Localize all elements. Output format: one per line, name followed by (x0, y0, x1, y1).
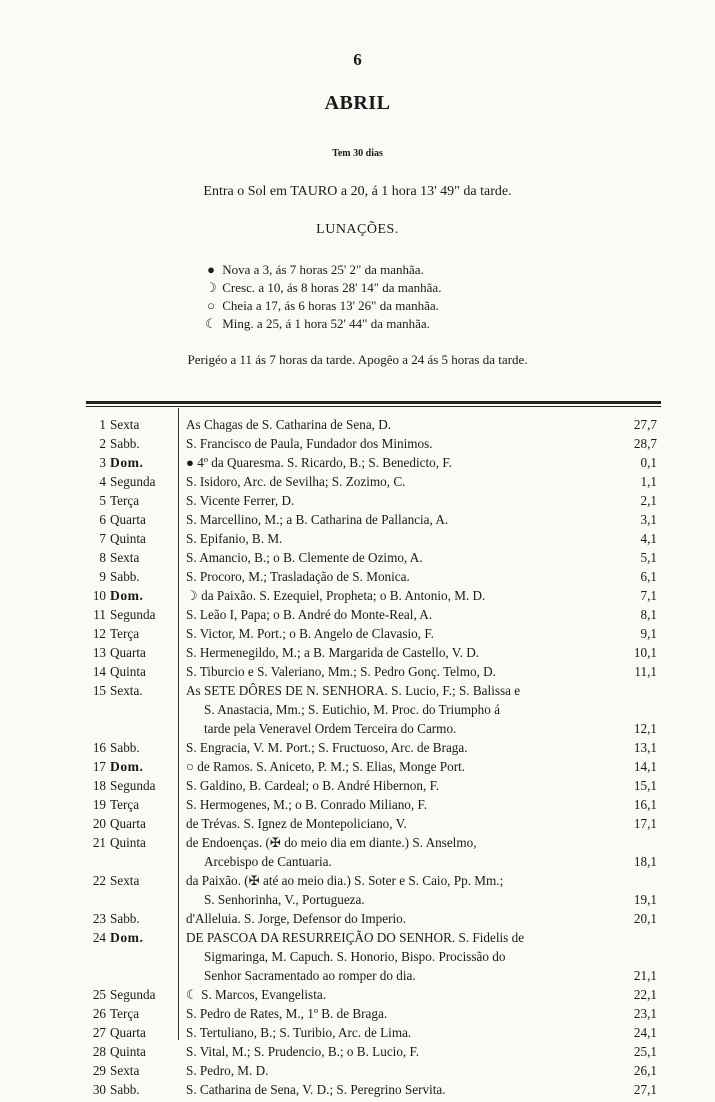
days-count: Tem 30 dias (332, 148, 383, 159)
calendar-row (0, 928, 715, 985)
day-number: 17 (92, 759, 106, 774)
phase-text: Nova a 3, ás 7 horas 25' 2" da manhãa. (222, 262, 424, 277)
saints-line: Senhor Sacramentado ao romper do dia. (204, 968, 416, 983)
phase-new-moon (203, 261, 441, 279)
calendar-row (0, 833, 715, 871)
calendar-row (0, 643, 715, 662)
calendar-table (0, 415, 715, 1099)
phase-last-quarter (203, 315, 441, 333)
moon-age: 13,1 (633, 740, 657, 755)
saints-line: de Trévas. S. Ignez de Montepoliciano, V. (186, 816, 407, 831)
saints-line: ☾ S. Marcos, Evangelista. (186, 987, 327, 1002)
phase-text: Cheia a 17, ás 6 horas 13' 26" da manhãa. (222, 298, 439, 313)
saints-text (186, 795, 608, 814)
saints-line: tarde pela Veneravel Ordem Terceira do Carmo. (204, 721, 457, 736)
sun-entry-line: Entra o Sol em TAURO a 20, á 1 hora 13' 49" da tarde. (203, 184, 512, 199)
new-moon-icon: ● (207, 262, 215, 277)
saints-text (186, 548, 608, 567)
day-number: 14 (92, 664, 106, 679)
saints-text (186, 1042, 608, 1061)
full-moon-icon: ○ (207, 298, 215, 313)
moon-age: 20,1 (633, 911, 657, 926)
day-number: 2 (99, 436, 106, 451)
saints-text (186, 871, 608, 909)
saints-line: ○ de Ramos. S. Aniceto, P. M.; S. Elias, Monge Port. (186, 759, 466, 774)
saints-text (186, 681, 608, 738)
calendar-row (0, 795, 715, 814)
calendar-row (0, 453, 715, 472)
moon-age: 28,7 (633, 436, 657, 451)
saints-line: da Paixão. (✠ até ao meio dia.) S. Soter e S. Caio, Pp. Mm.; (186, 873, 504, 888)
saints-text (186, 928, 608, 985)
weekday: Sabb. (110, 569, 140, 584)
calendar-row (0, 814, 715, 833)
weekday: Sabb. (110, 436, 140, 451)
day-number: 1 (99, 417, 106, 432)
calendar-row (0, 624, 715, 643)
saints-line: S. Victor, M. Port.; o B. Angelo de Clavasio, F. (186, 626, 434, 641)
day-number: 8 (99, 550, 106, 565)
saints-text (186, 1023, 608, 1042)
calendar-row (0, 871, 715, 909)
month-title: ABRIL (324, 92, 391, 114)
saints-line: Arcebispo de Cantuaria. (204, 854, 332, 869)
saints-text (186, 757, 608, 776)
day-number: 30 (92, 1082, 106, 1097)
moon-age: 15,1 (633, 778, 657, 793)
weekday: Sexta (110, 417, 140, 432)
saints-line: S. Hermogenes, M.; o B. Conrado Miliano, F. (186, 797, 428, 812)
calendar-row (0, 738, 715, 757)
weekday: Terça (110, 626, 140, 641)
calendar-row (0, 1061, 715, 1080)
saints-line: ☽ da Paixão. S. Ezequiel, Propheta; o B. Antonio, M. D. (186, 588, 486, 603)
table-top-rule-thin (86, 406, 661, 407)
moon-age: 18,1 (633, 854, 657, 869)
weekday: Dom. (110, 588, 144, 603)
weekday: Quinta (110, 664, 146, 679)
perigee-apogee-line: Perigéo a 11 ás 7 horas da tarde. Apogêo a 24 ás 5 horas da tarde. (187, 352, 528, 367)
saints-text (186, 1080, 608, 1099)
saints-line: S. Amancio, B.; o B. Clemente de Ozimo, A. (186, 550, 423, 565)
moon-age: 23,1 (633, 1006, 657, 1021)
moon-age: 24,1 (633, 1025, 657, 1040)
saints-text (186, 567, 608, 586)
saints-line: S. Hermenegildo, M.; a B. Margarida de Castello, V. D. (186, 645, 480, 660)
weekday: Sabb. (110, 911, 140, 926)
calendar-row (0, 681, 715, 738)
weekday: Dom. (110, 455, 144, 470)
phase-first-quarter (203, 279, 441, 297)
calendar-row (0, 909, 715, 928)
saints-text (186, 453, 608, 472)
day-number: 3 (99, 455, 106, 470)
calendar-row (0, 1042, 715, 1061)
saints-line: S. Vital, M.; S. Prudencio, B.; o B. Lucio, F. (186, 1044, 420, 1059)
calendar-row (0, 415, 715, 434)
moon-age: 9,1 (640, 626, 657, 641)
saints-text (186, 529, 608, 548)
saints-text (186, 909, 608, 928)
day-number: 22 (92, 873, 106, 888)
day-number: 7 (99, 531, 106, 546)
moon-age: 12,1 (633, 721, 657, 736)
day-number: 24 (92, 930, 106, 945)
weekday: Segunda (110, 474, 156, 489)
saints-line: S. Leão I, Papa; o B. André do Monte-Real, A. (186, 607, 433, 622)
moon-age: 22,1 (633, 987, 657, 1002)
weekday: Sexta (110, 1063, 140, 1078)
day-number: 21 (92, 835, 106, 850)
saints-text (186, 1061, 608, 1080)
weekday: Dom. (110, 759, 144, 774)
day-number: 6 (99, 512, 106, 527)
day-number: 26 (92, 1006, 106, 1021)
saints-text (186, 434, 608, 453)
calendar-row (0, 1023, 715, 1042)
moon-age: 21,1 (633, 968, 657, 983)
day-number: 27 (92, 1025, 106, 1040)
phase-text: Cresc. a 10, ás 8 horas 28' 14" da manhãa. (222, 280, 442, 295)
moon-age: 26,1 (633, 1063, 657, 1078)
calendar-row (0, 1004, 715, 1023)
moon-age: 17,1 (633, 816, 657, 831)
saints-text (186, 624, 608, 643)
moon-age: 2,1 (640, 493, 657, 508)
weekday: Quinta (110, 835, 146, 850)
phase-full-moon (203, 297, 441, 315)
moon-age: 10,1 (633, 645, 657, 660)
saints-line: S. Anastacia, Mm.; S. Eutichio, M. Proc. do Triumpho á (204, 702, 500, 717)
saints-line: S. Senhorinha, V., Portugueza. (204, 892, 365, 907)
saints-line: DE PASCOA DA RESURREIÇÃO DO SENHOR. S. Fidelis de (186, 930, 525, 945)
calendar-row (0, 1080, 715, 1099)
weekday: Sabb. (110, 740, 140, 755)
moon-age: 4,1 (640, 531, 657, 546)
moon-age: 8,1 (640, 607, 657, 622)
moon-age: 3,1 (640, 512, 657, 527)
last-quarter-moon-icon: ☾ (205, 316, 217, 331)
phase-text: Ming. a 25, á 1 hora 52' 44" da manhãa. (222, 316, 430, 331)
lunations-heading: LUNAÇÕES. (316, 222, 399, 237)
day-number: 28 (92, 1044, 106, 1059)
saints-text (186, 662, 608, 681)
calendar-row (0, 662, 715, 681)
day-number: 25 (92, 987, 106, 1002)
saints-text (186, 738, 608, 757)
weekday: Terça (110, 1006, 140, 1021)
day-number: 13 (92, 645, 106, 660)
weekday: Sabb. (110, 1082, 140, 1097)
saints-text (186, 814, 608, 833)
saints-text (186, 415, 608, 434)
saints-text (186, 586, 608, 605)
day-number: 10 (92, 588, 106, 603)
weekday: Terça (110, 797, 140, 812)
weekday: Quinta (110, 1044, 146, 1059)
saints-text (186, 472, 608, 491)
day-number: 29 (92, 1063, 106, 1078)
calendar-row (0, 472, 715, 491)
day-number: 9 (99, 569, 106, 584)
saints-line: S. Francisco de Paula, Fundador dos Minimos. (186, 436, 433, 451)
day-number: 12 (92, 626, 106, 641)
moon-age: 7,1 (640, 588, 657, 603)
moon-age: 0,1 (640, 455, 657, 470)
moon-age: 5,1 (640, 550, 657, 565)
weekday: Terça (110, 493, 140, 508)
day-number: 23 (92, 911, 106, 926)
saints-line: S. Epifanio, B. M. (186, 531, 283, 546)
moon-age: 11,1 (634, 664, 657, 679)
saints-line: S. Catharina de Sena, V. D.; S. Peregrino Servita. (186, 1082, 446, 1097)
weekday: Dom. (110, 930, 144, 945)
day-number: 16 (92, 740, 106, 755)
saints-line: ● 4º da Quaresma. S. Ricardo, B.; S. Benedicto, F. (186, 455, 452, 470)
moon-phases-list (203, 261, 441, 333)
calendar-row (0, 434, 715, 453)
weekday: Sexta (110, 873, 140, 888)
saints-line: S. Tiburcio e S. Valeriano, Mm.; S. Pedro Gonç. Telmo, D. (186, 664, 496, 679)
saints-text (186, 605, 608, 624)
day-number: 19 (92, 797, 106, 812)
day-number: 18 (92, 778, 106, 793)
weekday: Sexta. (110, 683, 143, 698)
saints-text (186, 643, 608, 662)
day-number: 5 (99, 493, 106, 508)
moon-age: 16,1 (633, 797, 657, 812)
weekday: Segunda (110, 778, 156, 793)
weekday: Segunda (110, 607, 156, 622)
saints-line: S. Pedro de Rates, M., 1º B. de Braga. (186, 1006, 388, 1021)
moon-age: 19,1 (633, 892, 657, 907)
saints-text (186, 510, 608, 529)
saints-line: S. Marcellino, M.; a B. Catharina de Pallancia, A. (186, 512, 449, 527)
moon-age: 27,7 (633, 417, 657, 432)
calendar-row (0, 567, 715, 586)
calendar-row (0, 510, 715, 529)
saints-line: S. Tertuliano, B.; S. Turibio, Arc. de Lima. (186, 1025, 412, 1040)
moon-age: 6,1 (640, 569, 657, 584)
weekday: Quinta (110, 531, 146, 546)
weekday: Quarta (110, 1025, 146, 1040)
moon-age: 1,1 (640, 474, 657, 489)
saints-line: S. Galdino, B. Cardeal; o B. André Hibernon, F. (186, 778, 440, 793)
saints-text (186, 985, 608, 1004)
weekday: Quarta (110, 645, 146, 660)
weekday: Quarta (110, 816, 146, 831)
weekday: Quarta (110, 512, 146, 527)
calendar-row (0, 757, 715, 776)
day-number: 4 (99, 474, 106, 489)
saints-line: S. Procoro, M.; Trasladação de S. Monica. (186, 569, 410, 584)
saints-line: S. Isidoro, Arc. de Sevilha; S. Zozimo, C. (186, 474, 406, 489)
saints-text (186, 833, 608, 871)
saints-text (186, 1004, 608, 1023)
day-number: 20 (92, 816, 106, 831)
calendar-row (0, 548, 715, 567)
day-number: 15 (92, 683, 106, 698)
moon-age: 27,1 (633, 1082, 657, 1097)
calendar-row (0, 529, 715, 548)
saints-line: S. Pedro, M. D. (186, 1063, 269, 1078)
saints-line: S. Engracia, V. M. Port.; S. Fructuoso, Arc. de Braga. (186, 740, 468, 755)
calendar-row (0, 776, 715, 795)
saints-text (186, 776, 608, 795)
first-quarter-moon-icon: ☽ (205, 280, 217, 295)
page-number: 6 (353, 50, 362, 69)
moon-age: 14,1 (633, 759, 657, 774)
moon-age: 25,1 (633, 1044, 657, 1059)
saints-line: de Endoenças. (✠ do meio dia em diante.) S. Anselmo, (186, 835, 477, 850)
calendar-row (0, 985, 715, 1004)
saints-line: S. Vicente Ferrer, D. (186, 493, 295, 508)
saints-text (186, 491, 608, 510)
weekday: Segunda (110, 987, 156, 1002)
calendar-row (0, 586, 715, 605)
calendar-row (0, 605, 715, 624)
saints-line: Sigmaringa, M. Capuch. S. Honorio, Bispo. Procissão do (204, 949, 506, 964)
calendar-row (0, 491, 715, 510)
day-number: 11 (93, 607, 106, 622)
saints-line: d'Alleluia. S. Jorge, Defensor do Imperio. (186, 911, 407, 926)
saints-line: As SETE DÔRES DE N. SENHORA. S. Lucio, F.; S. Balissa e (186, 683, 521, 698)
table-top-rule (86, 401, 661, 404)
weekday: Sexta (110, 550, 140, 565)
saints-line: As Chagas de S. Catharina de Sena, D. (186, 417, 392, 432)
